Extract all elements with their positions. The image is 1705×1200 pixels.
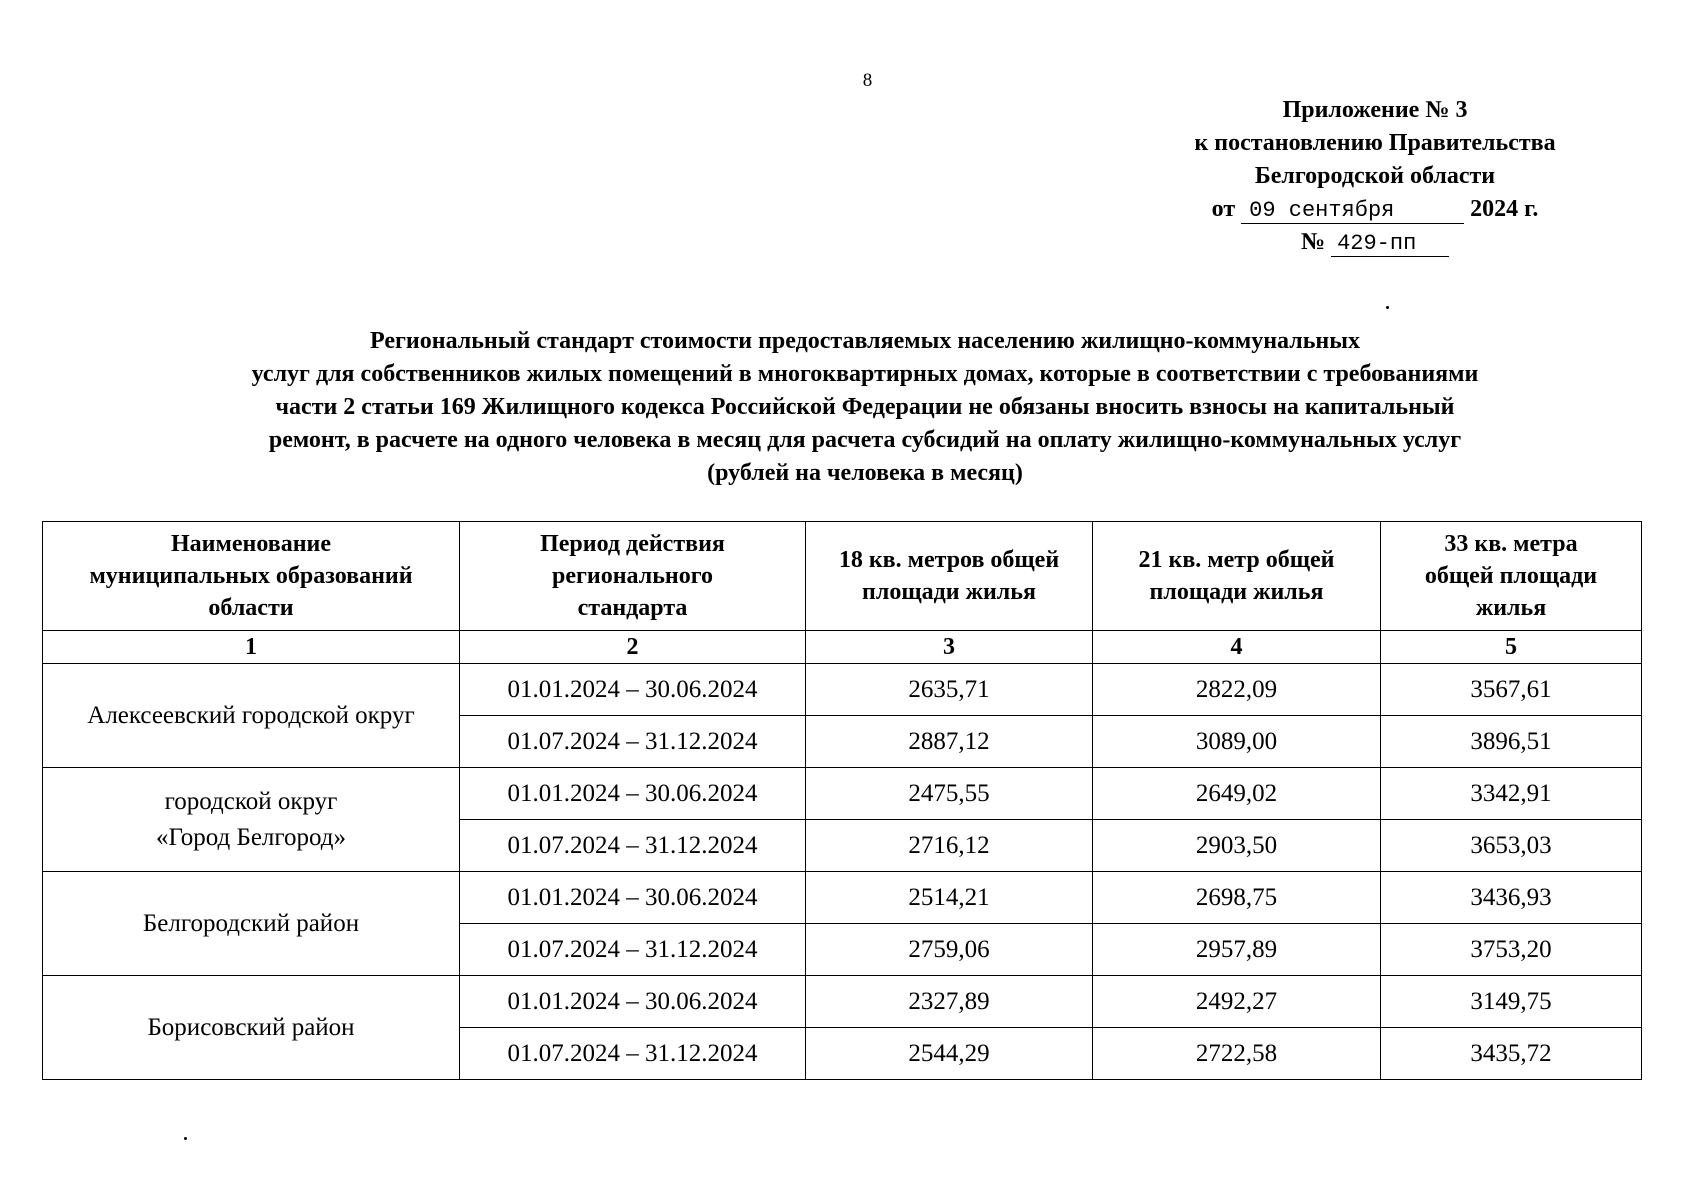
scan-speck	[184, 1137, 187, 1140]
table-row	[43, 976, 1642, 1028]
value-33-cell: 3567,61	[1381, 664, 1642, 716]
value-21-cell: 2903,50	[1093, 820, 1381, 872]
value-18-cell: 2887,12	[806, 716, 1093, 768]
decree-number: 429-пп	[1331, 232, 1449, 257]
value-33-cell: 3149,75	[1381, 976, 1642, 1028]
value-33-cell: 3435,72	[1381, 1028, 1642, 1080]
municipality-cell: Алексеевский городской округ	[43, 664, 460, 768]
column-number: 3	[806, 631, 1093, 664]
appendix-date-line	[1130, 193, 1620, 226]
value-21-cell: 2822,09	[1093, 664, 1381, 716]
value-18-cell: 2327,89	[806, 976, 1093, 1028]
value-21-cell: 2957,89	[1093, 924, 1381, 976]
value-33-cell: 3896,51	[1381, 716, 1642, 768]
value-21-cell: 2698,75	[1093, 872, 1381, 924]
value-33-cell: 3342,91	[1381, 768, 1642, 820]
value-21-cell: 2722,58	[1093, 1028, 1381, 1080]
number-prefix: №	[1300, 229, 1326, 255]
value-18-cell: 2514,21	[806, 872, 1093, 924]
header-21-sqm: 21 кв. метр общей площади жилья	[1093, 522, 1381, 631]
municipality-cell: городской округ «Город Белгород»	[43, 768, 460, 872]
document-title	[40, 325, 1690, 490]
value-33-cell: 3753,20	[1381, 924, 1642, 976]
period-cell: 01.01.2024 – 30.06.2024	[460, 664, 806, 716]
value-18-cell: 2759,06	[806, 924, 1093, 976]
appendix-number-line	[1130, 226, 1620, 259]
column-number: 4	[1093, 631, 1381, 664]
title-units: (рублей на человека в месяц)	[707, 460, 1023, 486]
header-municipality: Наименование муниципальных образований области	[43, 522, 460, 631]
value-33-cell: 3653,03	[1381, 820, 1642, 872]
header-18-sqm: 18 кв. метров общей площади жилья	[806, 522, 1093, 631]
period-cell: 01.07.2024 – 31.12.2024	[460, 1028, 806, 1080]
column-number: 5	[1381, 631, 1642, 664]
scan-speck	[1386, 306, 1389, 309]
column-number: 2	[460, 631, 806, 664]
period-cell: 01.07.2024 – 31.12.2024	[460, 716, 806, 768]
value-21-cell: 3089,00	[1093, 716, 1381, 768]
appendix-region-line: Белгородской области	[1254, 163, 1496, 189]
date-prefix: от	[1211, 196, 1236, 222]
municipality-cell: Белгородский район	[43, 872, 460, 976]
title-line: части 2 статьи 169 Жилищного кодекса Российской Федерации не обязаны вносить взносы на капитальный	[275, 394, 1455, 420]
period-cell: 01.07.2024 – 31.12.2024	[460, 924, 806, 976]
appendix-title: Приложение № 3	[1282, 97, 1468, 123]
title-line: ремонт, в расчете на одного человека в месяц для расчета субсидий на оплату жилищно-коммунальных услуг	[268, 427, 1462, 453]
column-number-row	[43, 631, 1642, 664]
date-value: 09 сентября	[1241, 199, 1464, 224]
period-cell: 01.01.2024 – 30.06.2024	[460, 976, 806, 1028]
header-period: Период действия регионального стандарта	[460, 522, 806, 631]
title-line: Региональный стандарт стоимости предоставляемых населению жилищно-коммунальных	[370, 328, 1360, 354]
value-21-cell: 2492,27	[1093, 976, 1381, 1028]
value-18-cell: 2544,29	[806, 1028, 1093, 1080]
appendix-decree-line: к постановлению Правительства	[1194, 130, 1556, 156]
table-header-row	[43, 522, 1642, 631]
period-cell: 01.01.2024 – 30.06.2024	[460, 768, 806, 820]
title-line: услуг для собственников жилых помещений в многоквартирных домах, которые в соответствии с требованиями	[251, 361, 1479, 387]
table-row	[43, 872, 1642, 924]
column-number: 1	[43, 631, 460, 664]
appendix-block	[1130, 94, 1620, 259]
value-18-cell: 2475,55	[806, 768, 1093, 820]
value-33-cell: 3436,93	[1381, 872, 1642, 924]
table-row	[43, 768, 1642, 820]
header-33-sqm: 33 кв. метра общей площади жилья	[1381, 522, 1642, 631]
table-row	[43, 664, 1642, 716]
page-number: 8	[862, 70, 873, 91]
value-18-cell: 2635,71	[806, 664, 1093, 716]
period-cell: 01.01.2024 – 30.06.2024	[460, 872, 806, 924]
value-18-cell: 2716,12	[806, 820, 1093, 872]
value-21-cell: 2649,02	[1093, 768, 1381, 820]
municipality-cell: Борисовский район	[43, 976, 460, 1080]
period-cell: 01.07.2024 – 31.12.2024	[460, 820, 806, 872]
regional-standard-table	[42, 521, 1642, 1080]
date-suffix: 2024 г.	[1470, 196, 1539, 222]
